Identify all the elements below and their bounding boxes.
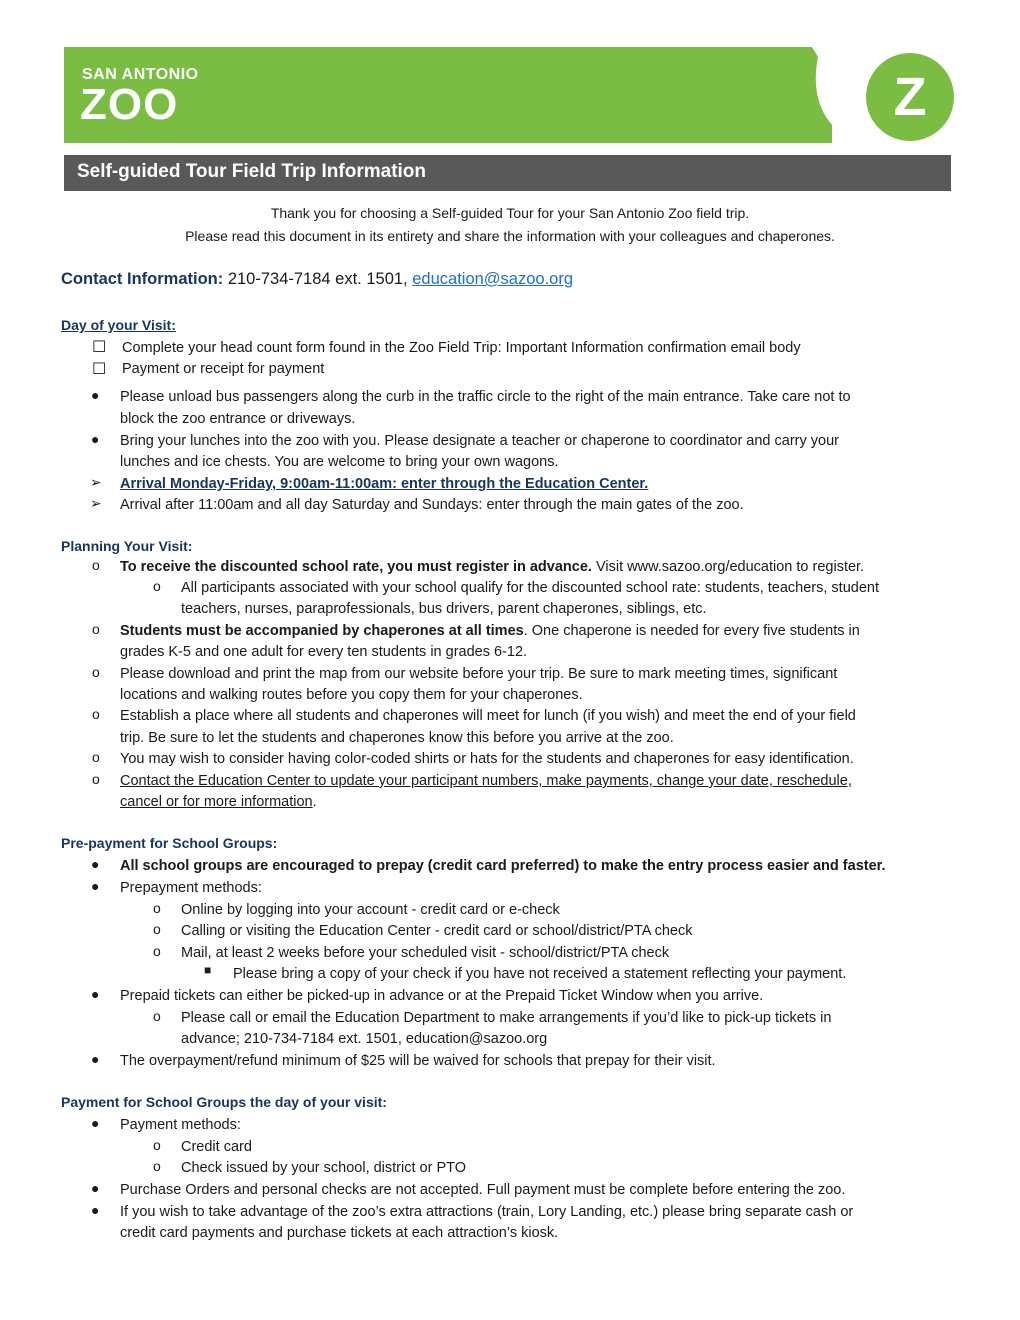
header-banner: [64, 47, 832, 143]
logo-text-zoo: ZOO: [80, 80, 179, 129]
daypay-item-cont: credit card payments and purchase tickets at each attraction’s kiosk.: [120, 1225, 559, 1241]
prepay-method: Calling or visiting the Education Center - credit card or school/district/PTA check: [181, 923, 693, 939]
bullet-text-cont: lunches and ice chests. You are welcome to bring your own wagons.: [120, 454, 559, 470]
section-heading-prepay: Pre-payment for School Groups:: [61, 835, 278, 851]
section-heading-day: Day of your Visit:: [61, 317, 176, 333]
checkbox-icon[interactable]: ☐: [92, 339, 107, 356]
bullet-icon: ●: [91, 387, 100, 403]
circle-bullet-icon: o: [153, 1137, 161, 1153]
bullet-icon: ●: [91, 986, 100, 1002]
bullet-icon: ●: [91, 1051, 100, 1067]
contact-info: [61, 270, 573, 289]
bullet-icon: ●: [91, 1202, 100, 1218]
circle-bullet-icon: o: [92, 771, 100, 787]
planning-item: Please download and print the map from our website before your trip. Be sure to mark meeting times, significant: [120, 666, 838, 682]
planning-item: You may wish to consider having color-coded shirts or hats for the students and chaperones for easy identification.: [120, 751, 854, 767]
circle-bullet-icon: o: [153, 943, 161, 959]
arrow-bullet-icon: ➢: [90, 474, 102, 490]
bullet-icon: ●: [91, 431, 100, 447]
planning-item: Establish a place where all students and chaperones will meet for lunch (if you wish) and meet the end of your field: [120, 708, 856, 724]
intro-line-1: Thank you for choosing a Self-guided Tour for your San Antonio Zoo field trip.: [270, 205, 750, 221]
circle-bullet-icon: o: [153, 900, 161, 916]
circle-bullet-icon: o: [92, 664, 100, 680]
circle-bullet-icon: o: [153, 578, 161, 594]
bullet-icon: ●: [91, 878, 100, 894]
planning-item-cont: grades K-5 and one adult for every ten students in grades 6-12.: [120, 644, 528, 660]
bullet-icon: ●: [91, 856, 100, 872]
circle-bullet-icon: o: [153, 1158, 161, 1174]
prepay-item: The overpayment/refund minimum of $25 will be waived for schools that prepay for their visit.: [120, 1053, 716, 1069]
planning-subitem: All participants associated with your school qualify for the discounted school rate: students, teachers, student: [181, 580, 879, 596]
daypay-item: Purchase Orders and personal checks are not accepted. Full payment must be complete before entering the zoo.: [120, 1182, 846, 1198]
circle-bullet-icon: o: [92, 749, 100, 765]
planning-item-cont: trip. Be sure to let the students and chaperones know this before you arrive at the zoo.: [120, 730, 674, 746]
arrival-weekday: Arrival Monday-Friday, 9:00am-11:00am: enter through the Education Center.: [120, 476, 649, 492]
bullet-icon: ●: [91, 1180, 100, 1196]
prepay-item: All school groups are encouraged to prepay (credit card preferred) to make the entry process easier and faster.: [120, 858, 886, 874]
prepay-subitem-cont: advance; 210-734-7184 ext. 1501, education@sazoo.org: [181, 1031, 548, 1047]
logo-text-top: SAN ANTONIO: [82, 66, 199, 83]
checkbox-icon[interactable]: ☐: [92, 361, 107, 378]
circle-bullet-icon: o: [153, 921, 161, 937]
daypay-method: Check issued by your school, district or PTO: [181, 1160, 467, 1176]
badge-letter: Z: [893, 67, 927, 127]
arrival-weekend: Arrival after 11:00am and all day Saturday and Sundays: enter through the main gates of the zoo.: [120, 497, 744, 513]
prepay-item: Prepayment methods:: [120, 880, 262, 896]
planning-item: To receive the discounted school rate, you must register in advance. Visit www.sazoo.org/education to register.: [120, 559, 865, 575]
contact-education-link-cont[interactable]: cancel or for more information.: [120, 794, 317, 810]
planning-subitem-cont: teachers, nurses, paraprofessionals, bus drivers, parent chaperones, siblings, etc.: [181, 601, 707, 617]
prepay-method-note: Please bring a copy of your check if you have not received a statement reflecting your payment.: [233, 966, 847, 982]
bullet-text: Please unload bus passengers along the curb in the traffic circle to the right of the main entrance. Take care not to: [120, 389, 851, 405]
daypay-method: Credit card: [181, 1139, 252, 1155]
prepay-item: Prepaid tickets can either be picked-up in advance or at the Prepaid Ticket Window when you arrive.: [120, 988, 764, 1004]
prepay-method: Mail, at least 2 weeks before your scheduled visit - school/district/PTA check: [181, 945, 670, 961]
square-bullet-icon: ■: [204, 963, 212, 977]
daypay-item: Payment methods:: [120, 1117, 241, 1133]
prepay-subitem: Please call or email the Education Department to make arrangements if you’d like to pick-up tickets in: [181, 1010, 832, 1026]
daypay-item: If you wish to take advantage of the zoo’s extra attractions (train, Lory Landing, etc.) please bring separate cash or: [120, 1204, 854, 1220]
page-title: Self-guided Tour Field Trip Information: [77, 161, 427, 182]
section-heading-planning: Planning Your Visit:: [61, 538, 193, 554]
intro-line-2: Please read this document in its entirety and share the information with your colleagues and chaperones.: [185, 228, 835, 244]
checklist-item: Complete your head count form found in the Zoo Field Trip: Important Information confirmation email body: [122, 340, 801, 356]
contact-phone: 210-734-7184 ext. 1501,: [223, 270, 413, 288]
contact-label: Contact Information:: [61, 270, 224, 288]
section-heading-daypay: Payment for School Groups the day of your visit:: [61, 1094, 387, 1110]
bullet-text: Bring your lunches into the zoo with you. Please designate a teacher or chaperone to coordinator and carry your: [120, 433, 839, 449]
contact-education-link[interactable]: Contact the Education Center to update your participant numbers, make payments, change your date, reschedule,: [120, 773, 852, 789]
planning-item-cont: locations and walking routes before you copy them for your chaperones.: [120, 687, 583, 703]
title-bar: [64, 155, 951, 191]
contact-email-link[interactable]: education@sazoo.org: [412, 270, 574, 288]
circle-bullet-icon: o: [92, 557, 100, 573]
checklist-item: Payment or receipt for payment: [122, 361, 325, 377]
arrow-bullet-icon: ➢: [90, 495, 102, 511]
bullet-text-cont: block the zoo entrance or driveways.: [120, 411, 356, 427]
circle-bullet-icon: o: [92, 621, 100, 637]
bullet-icon: ●: [91, 1115, 100, 1131]
zoo-badge-icon: [806, 37, 968, 159]
circle-bullet-icon: o: [92, 706, 100, 722]
planning-item: Students must be accompanied by chaperones at all times. One chaperone is needed for every five students in: [120, 623, 860, 639]
prepay-method: Online by logging into your account - credit card or e-check: [181, 902, 560, 918]
circle-bullet-icon: o: [153, 1008, 161, 1024]
